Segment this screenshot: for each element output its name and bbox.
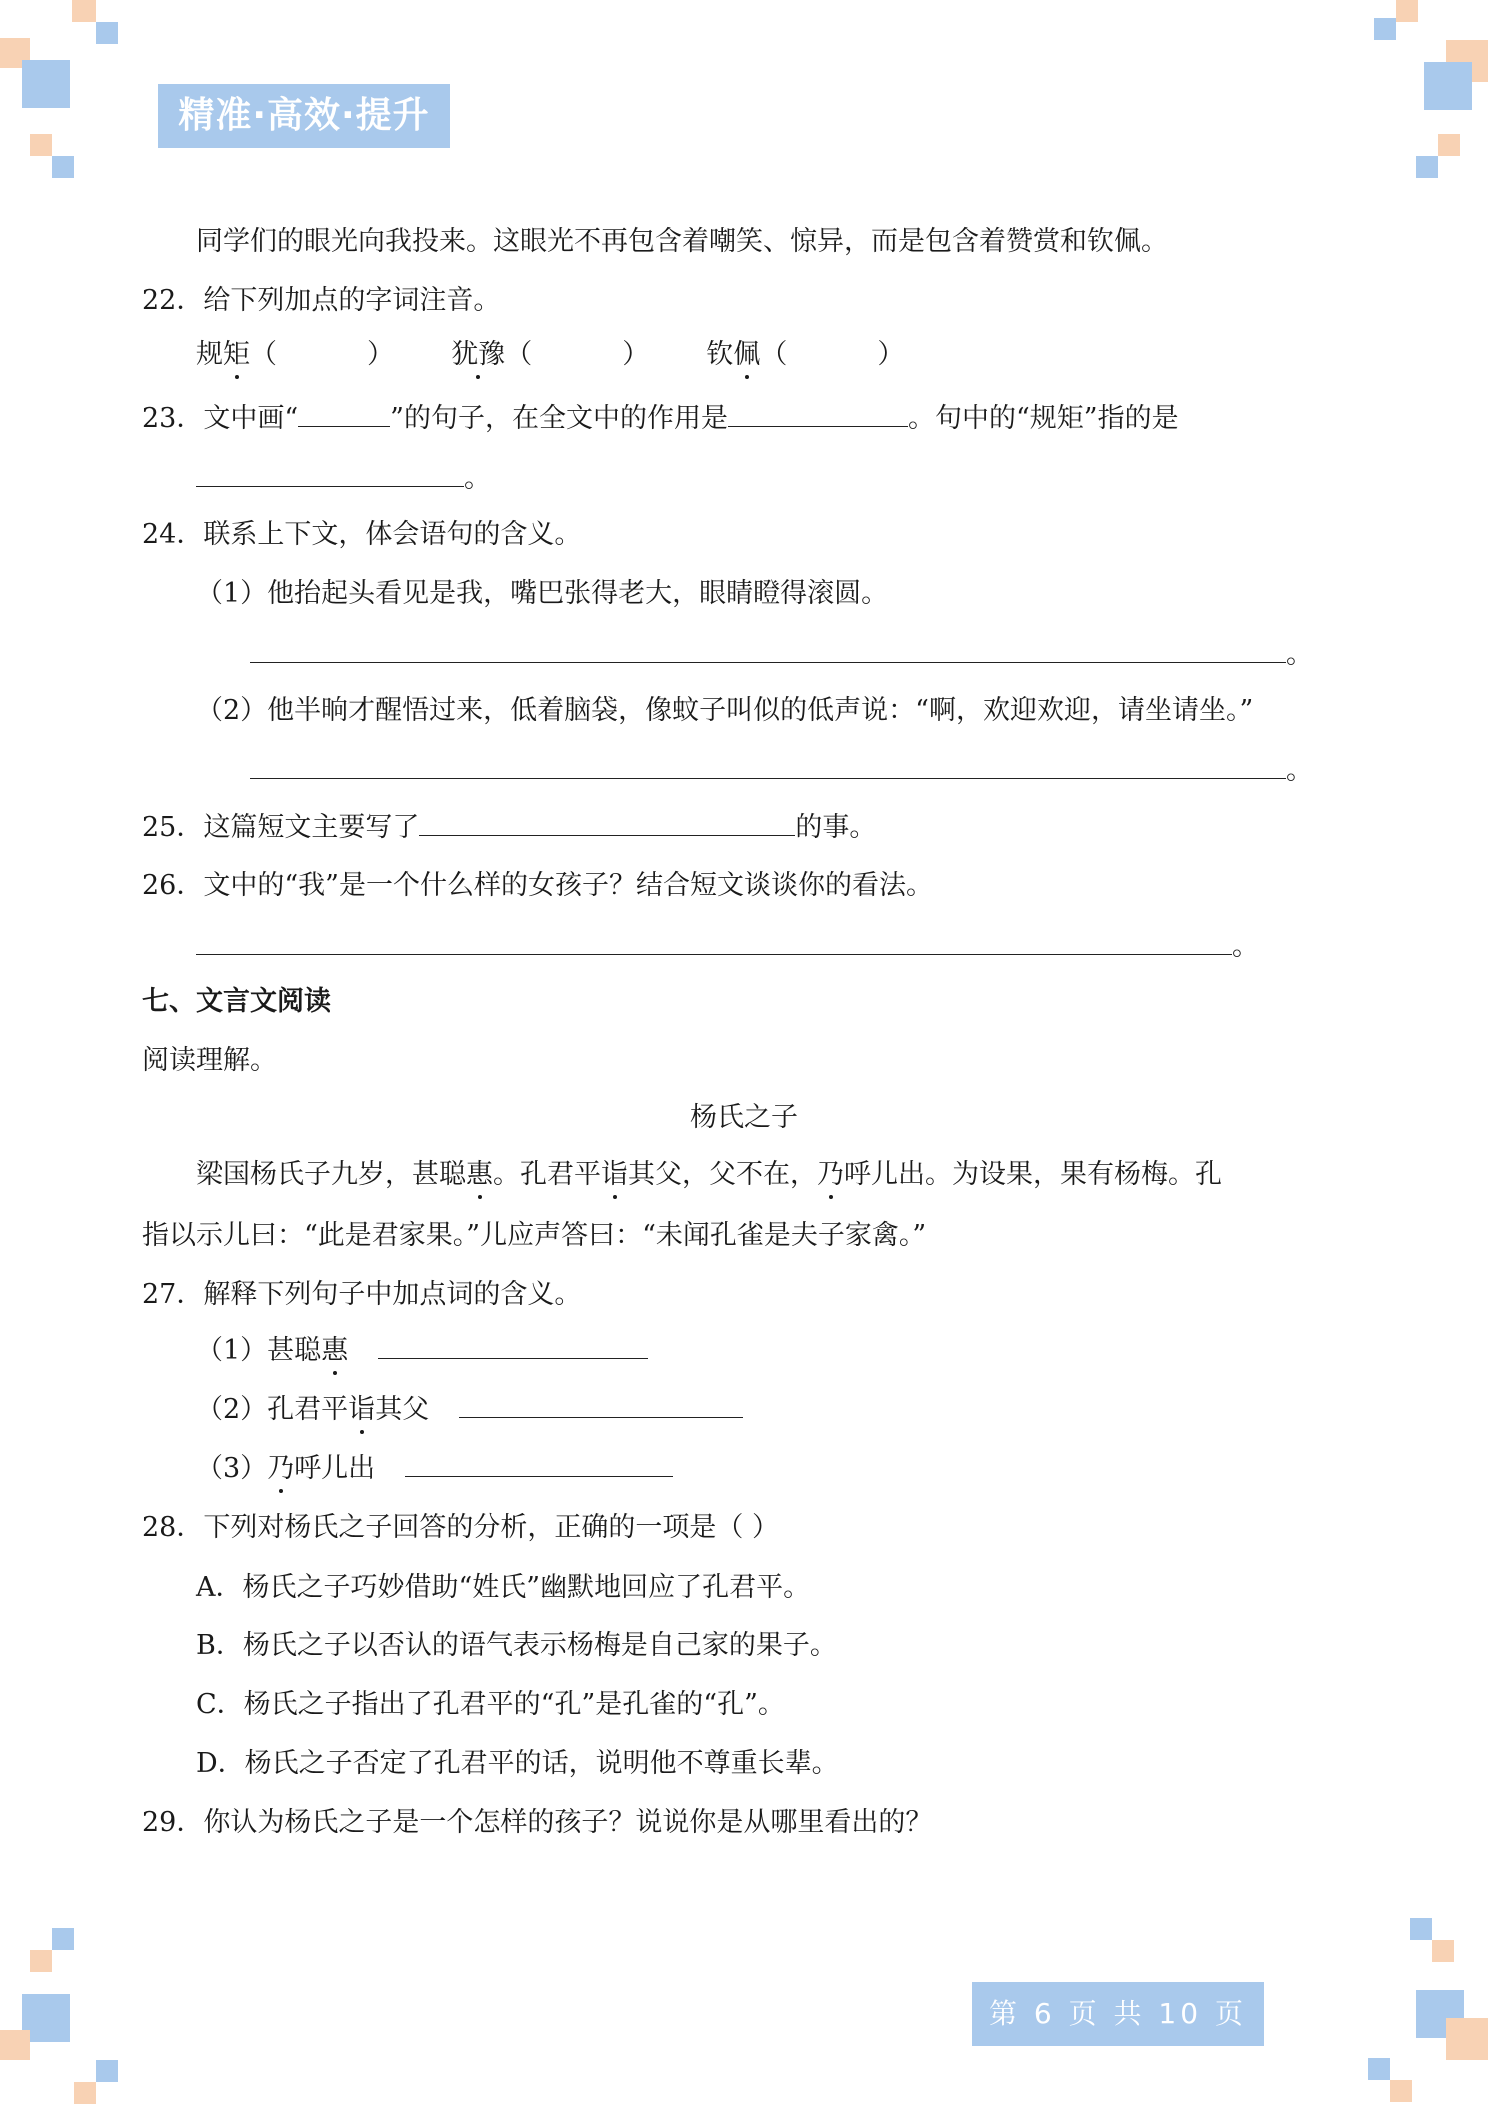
q26-answer: 。 [196,928,1259,965]
section7-heading: 七、文言文阅读 [142,986,331,1017]
q26-stem: 26．文中的“我”是一个什么样的女孩子？结合短文谈谈你的看法。 [142,870,933,901]
header-badge: 精准·高效·提升 [158,84,450,148]
q29-stem: 29．你认为杨氏之子是一个怎样的孩子？说说你是从哪里看出的？ [142,1807,933,1838]
q28-option-a[interactable]: A．杨氏之子巧妙借助“姓氏”幽默地回应了孔君平。 [196,1572,811,1603]
q23-blank-2[interactable] [728,400,908,427]
q23-blank-3[interactable] [196,460,464,487]
q25-line: 25．这篇短文主要写了 的事。 [142,809,876,846]
q24-blank-1[interactable] [250,636,1286,663]
q27-blank-1[interactable] [378,1332,648,1359]
q24-answer-2: 。 [250,752,1313,789]
q28-option-d[interactable]: D．杨氏之子否定了孔君平的话，说明他不尊重长辈。 [196,1748,839,1779]
q27-blank-2[interactable] [459,1391,743,1418]
q27-stem: 27．解释下列句子中加点词的含义。 [142,1279,582,1310]
q22-items: 规矩（ ） 犹豫（ ） 钦佩（ ） [196,337,904,373]
classical-line-2: 指以示儿曰：“此是君家果。”儿应声答曰：“未闻孔雀是夫子家禽。” [142,1220,927,1251]
q22-item-1: 规矩 [196,339,250,370]
q24-sub2: （2）他半晌才醒悟过来，低着脑袋，像蚊子叫似的低声说：“啊，欢迎欢迎，请坐请坐。” [196,695,1254,726]
q27-sub1: （1）甚聪惠 [196,1332,648,1369]
q26-blank[interactable] [196,928,1232,955]
q22-item-3: 钦佩 [706,339,760,370]
q27-sub2: （2）孔君平诣其父 [196,1391,743,1428]
q24-blank-2[interactable] [250,752,1286,779]
q27-blank-3[interactable] [405,1450,673,1477]
passage-end-line: 同学们的眼光向我投来。这眼光不再包含着嘲笑、惊异，而是包含着赞赏和钦佩。 [196,226,1168,257]
q24-sub1: （1）他抬起头看见是我，嘴巴张得老大，眼睛瞪得滚圆。 [196,578,889,609]
q24-stem: 24．联系上下文，体会语句的含义。 [142,519,582,550]
q28-option-c[interactable]: C．杨氏之子指出了孔君平的“孔”是孔雀的“孔”。 [196,1689,785,1720]
q28-stem: 28．下列对杨氏之子回答的分析，正确的一项是（ ） [142,1512,779,1543]
classical-title: 杨氏之子 [690,1102,798,1133]
q28-option-b[interactable]: B．杨氏之子以否认的语气表示杨梅是自己家的果子。 [196,1630,837,1661]
section7-instruction: 阅读理解。 [142,1045,277,1076]
q25-blank[interactable] [419,809,795,836]
page-number: 第 6 页 共 10 页 [972,1982,1264,2046]
q23-line-2: 。 [196,460,491,497]
q22-item-2: 犹豫 [451,339,505,370]
q23-blank-1[interactable] [298,400,390,427]
q24-answer-1: 。 [250,636,1313,673]
classical-line-1: 梁国杨氏子九岁，甚聪惠。孔君平诣其父，父不在，乃呼儿出。为设果，果有杨梅。孔 [196,1157,1222,1193]
q23-line: 23．文中画“ ”的句子，在全文中的作用是 。句中的“规矩”指的是 [142,400,1179,437]
q27-sub3: （3）乃呼儿出 [196,1450,673,1487]
q22-stem: 22．给下列加点的字词注音。 [142,285,501,316]
